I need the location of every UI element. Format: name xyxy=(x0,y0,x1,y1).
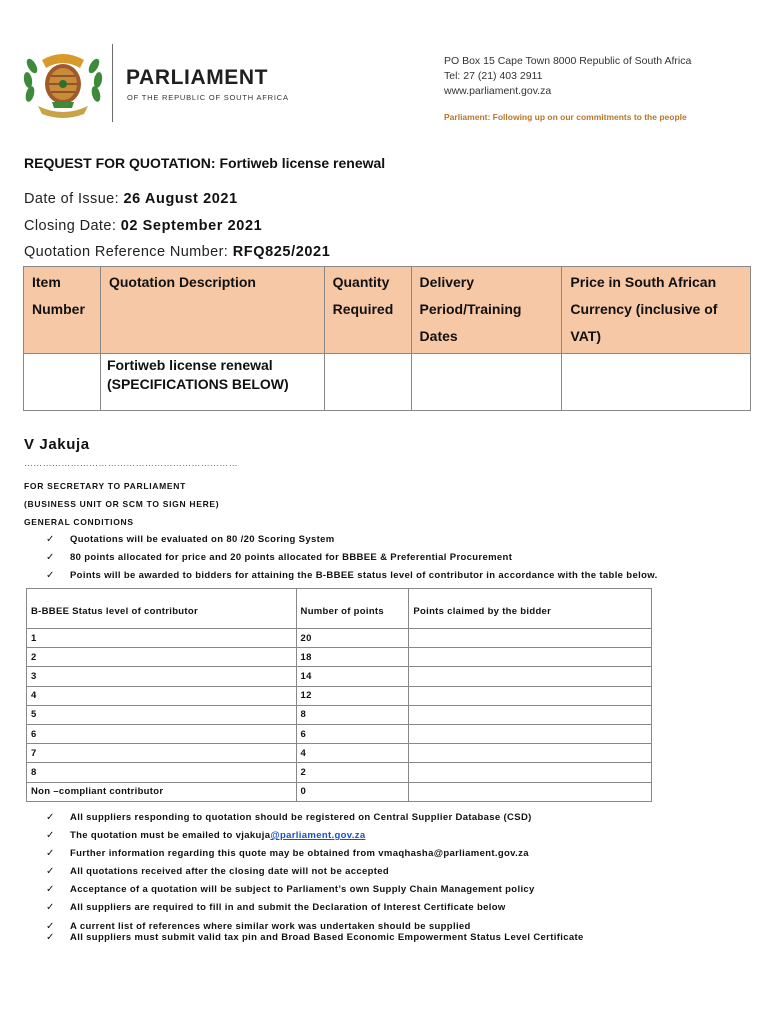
table-row xyxy=(27,744,652,763)
points-value: 2 xyxy=(296,763,409,782)
points-value: 6 xyxy=(296,724,409,743)
contact-block xyxy=(444,54,691,125)
closing-value: 02 September 2021 xyxy=(120,218,263,234)
table-row xyxy=(24,354,751,411)
issue-label: Date of Issue: xyxy=(24,191,120,207)
checkmark-icon: ✓ xyxy=(46,812,55,823)
signer-note: (BUSINESS UNIT OR SCM TO SIGN HERE) xyxy=(24,499,220,509)
points-claimed-cell[interactable] xyxy=(409,782,652,801)
list-item: ✓ All quotations received after the closing date will not be accepted xyxy=(46,863,584,881)
closing-label: Closing Date: xyxy=(24,218,117,234)
header-delivery: Delivery Period/Training Dates xyxy=(411,267,562,354)
header-quantity: Quantity Required xyxy=(324,267,411,354)
quotation-table xyxy=(23,266,751,411)
table-row xyxy=(27,782,652,801)
table-row xyxy=(27,724,652,743)
points-value: 4 xyxy=(296,744,409,763)
table-row xyxy=(27,763,652,782)
list-item: ✓ Acceptance of a quotation will be subject to Parliament’s own Supply Chain Management policy xyxy=(46,881,584,899)
points-value: 12 xyxy=(296,686,409,705)
signature-line: …………………………………………………………… xyxy=(24,458,238,468)
points-value: 14 xyxy=(296,667,409,686)
points-claimed-cell[interactable] xyxy=(409,724,652,743)
checkmark-icon: ✓ xyxy=(46,921,55,932)
status-level: Non –compliant contributor xyxy=(27,782,297,801)
cell-price[interactable] xyxy=(562,354,751,411)
checkmark-icon: ✓ xyxy=(46,552,55,563)
website-link[interactable]: www.parliament.gov.za xyxy=(444,85,552,97)
header-item-number: Item Number xyxy=(24,267,101,354)
checkmark-icon: ✓ xyxy=(46,932,55,943)
reference-label: Quotation Reference Number: xyxy=(24,244,229,260)
list-item: ✓ All suppliers must submit valid tax pin and Broad Based Economic Empowerment Status Level Certificate xyxy=(46,932,584,943)
reference-value: RFQ825/2021 xyxy=(232,244,331,260)
header-description: Quotation Description xyxy=(100,267,324,354)
list-item: ✓ All suppliers are required to fill in and submit the Declaration of Interest Certificate below xyxy=(46,899,584,917)
slogan: Parliament: Following up on our commitments to the people xyxy=(444,112,687,122)
points-claimed-cell[interactable] xyxy=(409,686,652,705)
checkmark-icon: ✓ xyxy=(46,902,55,913)
header-status-level: B-BBEE Status level of contributor xyxy=(27,589,297,629)
points-table-header xyxy=(27,589,652,629)
checkmark-icon: ✓ xyxy=(46,534,55,545)
requirements-list xyxy=(46,809,584,944)
email-link[interactable]: @parliament.gov.za xyxy=(270,830,366,841)
points-value: 8 xyxy=(296,705,409,724)
description-line-1: Fortiweb license renewal xyxy=(106,357,273,373)
list-item: ✓ The quotation must be emailed to vjakuja@parliament.gov.za xyxy=(46,827,584,845)
quotation-table-header xyxy=(24,267,751,354)
points-claimed-cell[interactable] xyxy=(409,667,652,686)
reference-number xyxy=(24,244,330,260)
checkmark-icon: ✓ xyxy=(46,884,55,895)
status-level: 2 xyxy=(27,648,297,667)
list-item: ✓ Quotations will be evaluated on 80 /20 Scoring System xyxy=(46,531,658,549)
status-level: 6 xyxy=(27,724,297,743)
table-row xyxy=(27,629,652,648)
points-claimed-cell[interactable] xyxy=(409,629,652,648)
cell-delivery[interactable] xyxy=(411,354,562,411)
points-value: 0 xyxy=(296,782,409,801)
points-value: 18 xyxy=(296,648,409,667)
bbbee-points-table xyxy=(26,588,652,802)
checkmark-icon: ✓ xyxy=(46,866,55,877)
status-level: 8 xyxy=(27,763,297,782)
list-item: ✓ Points will be awarded to bidders for attaining the B-BBEE status level of contributor in accordance with the table below. xyxy=(46,567,658,585)
signer-name: V Jakuja xyxy=(24,436,90,453)
list-item: ✓ Further information regarding this quote may be obtained from vmaqhasha@parliament.gov.za xyxy=(46,845,584,863)
header-divider xyxy=(112,44,113,122)
checkmark-icon: ✓ xyxy=(46,570,55,581)
description-line-2: (SPECIFICATIONS BELOW) xyxy=(106,376,289,392)
signer-role: FOR SECRETARY TO PARLIAMENT xyxy=(24,481,186,491)
points-claimed-cell[interactable] xyxy=(409,763,652,782)
org-subtitle: OF THE REPUBLIC OF SOUTH AFRICA xyxy=(127,93,289,102)
table-row xyxy=(27,686,652,705)
cell-description xyxy=(100,354,324,411)
header-price: Price in South African Currency (inclusive of VAT) xyxy=(562,267,751,354)
cell-quantity[interactable] xyxy=(324,354,411,411)
points-value: 20 xyxy=(296,629,409,648)
cell-item-number[interactable] xyxy=(24,354,101,411)
org-name: PARLIAMENT xyxy=(126,66,269,89)
points-claimed-cell[interactable] xyxy=(409,744,652,763)
postal-address: PO Box 15 Cape Town 8000 Republic of South Africa xyxy=(444,55,692,67)
date-of-issue xyxy=(24,191,238,207)
list-item: ✓ A current list of references where similar work was undertaken should be supplied xyxy=(46,921,471,932)
table-row xyxy=(27,648,652,667)
header-points-claimed: Points claimed by the bidder xyxy=(409,589,652,629)
table-row xyxy=(27,705,652,724)
page-title: REQUEST FOR QUOTATION: Fortiweb license renewal xyxy=(24,155,386,171)
checkmark-icon: ✓ xyxy=(46,848,55,859)
status-level: 4 xyxy=(27,686,297,705)
checkmark-icon: ✓ xyxy=(46,830,55,841)
points-claimed-cell[interactable] xyxy=(409,705,652,724)
phone-number: Tel: 27 (21) 403 2911 xyxy=(444,70,543,82)
status-level: 1 xyxy=(27,629,297,648)
list-item: ✓ All suppliers responding to quotation should be registered on Central Supplier Database (CSD) xyxy=(46,809,584,827)
header-number-of-points: Number of points xyxy=(296,589,409,629)
issue-value: 26 August 2021 xyxy=(123,191,238,207)
points-claimed-cell[interactable] xyxy=(409,648,652,667)
general-conditions-list xyxy=(46,531,658,585)
status-level: 3 xyxy=(27,667,297,686)
table-row xyxy=(27,667,652,686)
parliament-crest-icon xyxy=(22,46,104,122)
status-level: 7 xyxy=(27,744,297,763)
closing-date xyxy=(24,218,262,234)
status-level: 5 xyxy=(27,705,297,724)
list-item: ✓ 80 points allocated for price and 20 points allocated for BBBEE & Preferential Procurement xyxy=(46,549,658,567)
general-conditions-heading: GENERAL CONDITIONS xyxy=(24,517,134,527)
